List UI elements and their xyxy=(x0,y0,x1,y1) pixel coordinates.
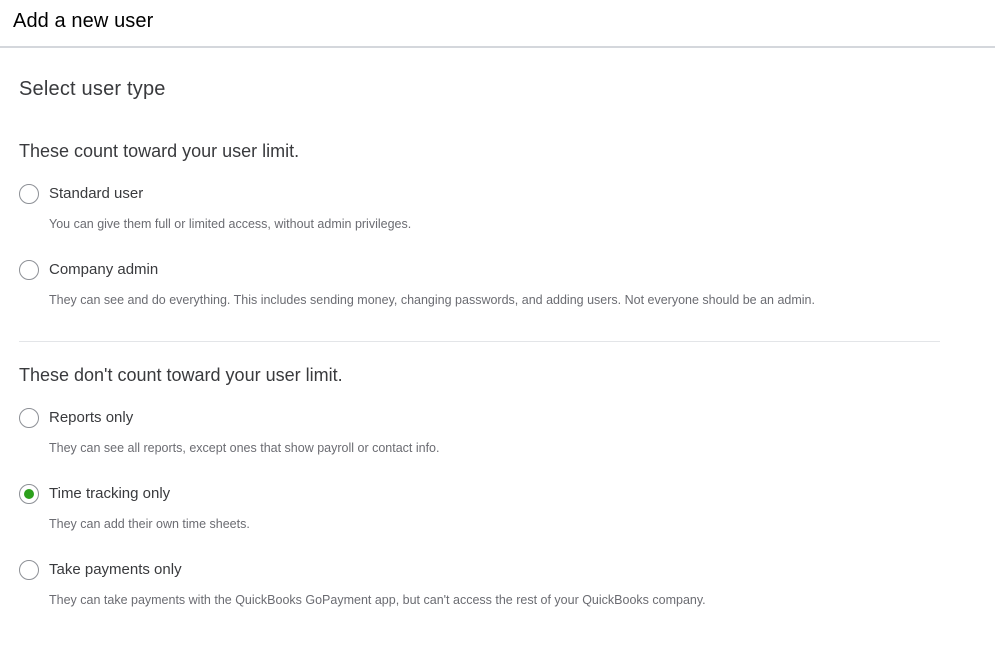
option-description: You can give them full or limited access, without admin privileges. xyxy=(49,217,412,231)
radio-standard-user[interactable] xyxy=(19,184,39,204)
section-title: Select user type xyxy=(19,78,166,100)
group-divider xyxy=(19,341,940,342)
option-label[interactable]: Company admin xyxy=(49,261,159,278)
option-take-payments-only[interactable] xyxy=(19,560,939,622)
option-standard-user[interactable] xyxy=(19,184,939,246)
dialog-header xyxy=(0,0,995,48)
radio-time-tracking-only[interactable] xyxy=(19,484,39,504)
option-label[interactable]: Take payments only xyxy=(49,561,182,578)
group-heading-not-counted: These don't count toward your user limit. xyxy=(19,365,343,385)
option-company-admin[interactable] xyxy=(19,260,939,322)
radio-take-payments-only[interactable] xyxy=(19,560,39,580)
radio-reports-only[interactable] xyxy=(19,408,39,428)
radio-company-admin[interactable] xyxy=(19,260,39,280)
option-label[interactable]: Reports only xyxy=(49,409,134,426)
option-description: They can take payments with the QuickBooks GoPayment app, but can't access the rest of your QuickBooks company. xyxy=(49,593,706,607)
group-heading-counted: These count toward your user limit. xyxy=(19,141,300,161)
option-label[interactable]: Standard user xyxy=(49,185,144,202)
option-description: They can add their own time sheets. xyxy=(49,517,250,531)
option-description: They can see all reports, except ones that show payroll or contact info. xyxy=(49,441,440,455)
dialog-title: Add a new user xyxy=(13,10,154,32)
option-reports-only[interactable] xyxy=(19,408,939,470)
option-time-tracking-only[interactable] xyxy=(19,484,939,546)
option-label[interactable]: Time tracking only xyxy=(49,485,171,502)
option-description: They can see and do everything. This includes sending money, changing passwords, and adding users. Not everyone should be an admin. xyxy=(49,293,815,307)
